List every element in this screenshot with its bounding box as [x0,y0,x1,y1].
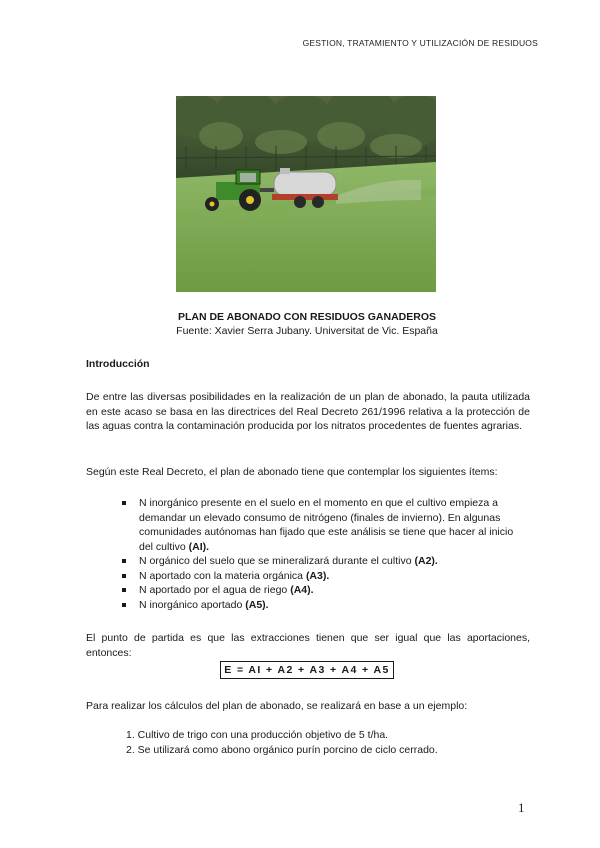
list-item [122,554,530,569]
running-header: GESTION, TRATAMIENTO Y UTILIZACIÓN DE RESIDUOS [302,38,538,48]
item-text: N orgánico del suelo que se mineralizará durante el cultivo [139,555,412,567]
source-credit: Fuente: Xavier Serra Jubany. Universitat de Vic. España [176,325,438,337]
list-item [122,496,530,554]
bullet-square-icon [122,574,126,578]
bullet-square-icon [122,603,126,607]
principle-paragraph: El punto de partida es que las extracciones tienen que ser igual que las aportaciones, entonces: [86,632,530,659]
page-number: 1 [518,800,525,815]
section-heading-introduccion: Introducción [86,358,150,370]
item-code: (A2). [414,555,438,567]
list-item [122,569,530,584]
intro-paragraph: De entre las diversas posibilidades en la realización de un plan de abonado, la pauta utilizada en este acaso se basa en las directrices del Real Decreto 261/1996 relativa a la protección de las aguas contra la contaminación producida por los nitratos procedentes de fuentes agrarias. [86,391,530,432]
list-item: 1. Cultivo de trigo con una producción objetivo de 5 t/ha. [126,729,389,741]
field-spreading-photo [176,96,436,292]
example-intro: Para realizar los cálculos del plan de abonado, se realizará en base a un ejemplo: [86,700,468,712]
item-text: N inorgánico presente en el suelo en el momento en que el cultivo empieza a demandar un elevado consumo de nitrógeno (finales de invierno). En algunas comunidades autónomas han fijado que este análisis se tiene que hacer al inicio del cultivo [139,497,514,553]
bullet-square-icon [122,501,126,505]
item-code: (AI). [188,540,210,553]
document-title: PLAN DE ABONADO CON RESIDUOS GANADEROS [177,311,437,323]
title-block [85,310,529,338]
item-code: (A3). [305,569,330,582]
tractor-slurry-illustration [176,96,436,292]
item-text: N aportado por el agua de riego [139,584,288,596]
bullet-square-icon [122,588,126,592]
item-code: (A4). [290,584,314,596]
item-text: N aportado con la materia orgánica [139,569,304,582]
items-lead-paragraph: Según este Real Decreto, el plan de abonado tiene que contemplar los siguientes ítems: [86,466,498,478]
list-item [122,583,530,598]
items-list [122,496,530,612]
item-code: (A5). [245,598,269,611]
balance-formula: E = AI + A2 + A3 + A4 + A5 [220,661,394,679]
example-steps [126,728,506,758]
item-text: N inorgánico aportado [139,598,243,611]
list-item: 2. Se utilizará como abono orgánico purín porcino de ciclo cerrado. [126,744,438,756]
bullet-square-icon [122,559,126,563]
list-item [122,598,530,613]
